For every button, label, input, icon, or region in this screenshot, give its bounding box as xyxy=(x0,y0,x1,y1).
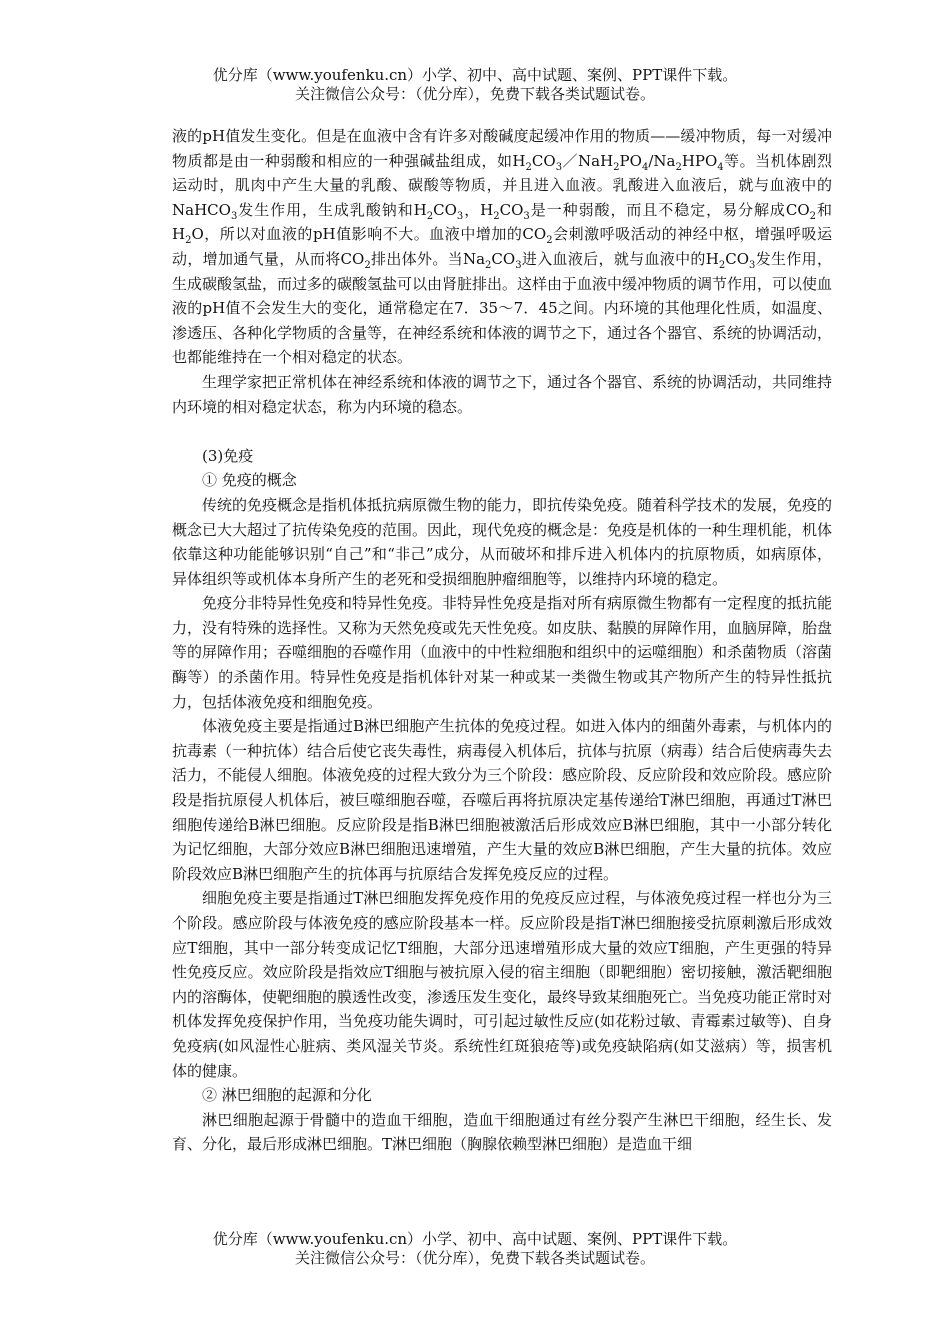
subsection-heading-lymphocytes: ② 淋巴细胞的起源和分化 xyxy=(202,1086,372,1105)
section-heading-immunity: (3)免疫 xyxy=(202,446,254,465)
paragraph-buffer-substances: 液的pH值发生变化。但是在血液中含有许多对酸碱度起缓冲作用的物质——缓冲物质，每一对缓冲物质都是由一种弱酸和相应的一种强碱盐组成，如$H_2CO_3/NaH_2PO_4/Na_2HPO_4$等。当机体剧烈运动时，肌肉中产生大量的乳酸、碳酸等物质，并且进入血液。乳酸进入血液后，就与血液中的NaHCO$_3$发生作用，生成乳酸钠和$H_2CO_3$，$H_2CO_3$是一种弱酸，而且不稳定，易分解成$CO_2$和$H_2O$，所以对血液的pH值影响不大。血液中增加的$CO_2$会刺激呼吸活动的神经中枢，增强呼吸运动，增加通气量，从而将$CO_2$排出体外。当$Na_2CO_3$进入血液后，就与血液中的$H_2CO_3$发生作用，生成碳酸氢盐，而过多的碳酸氢盐可以由肾脏排出。这样由于血液中缓冲物质的调节作用，可以使血液的pH值不会发生大的变化，通常稳定在7．35～7．45之间。内环境的其他理化性质，如温度、渗透压、各种化学物质的含量等，在神经系统和体液的调节之下，通过各个器官、系统的协调活动，也都能维持在一个相对稳定的状态。 xyxy=(172,127,833,367)
footer-line-2: 关注微信公众号：（优分库），免费下载各类试题试卷。 xyxy=(294,1249,655,1267)
document-body xyxy=(172,124,832,1157)
paragraph-cellular-immunity: 细胞免疫主要是指通过T淋巴细胞发挥免疫作用的免疫反应过程，与体液免疫过程一样也分为三个阶段。感应阶段与体液免疫的感应阶段基本一样。反应阶段是指T淋巴细胞接受抗原刺激后形成效应T细胞，其中一部分转变成记忆T细胞，大部分迅速增殖形成大量的效应T细胞，产生更强的特异性免疫反应。效应阶段是指效应T细胞与被抗原入侵的宿主细胞（即靶细胞）密切接触，激活靶细胞内的溶酶体，使靶细胞的膜透性改变，渗透压发生变化，最终导致某细胞死亡。当免疫功能正常时对机体发挥免疫保护作用，当免疫功能失调时，可引起过敏性反应(如花粉过敏、青霉素过敏等)、自身免疫病(如风湿性心脏病、类风湿关节炎。系统性红斑狼疮等)或免疫缺陷病(如艾滋病）等，损害机体的健康。 xyxy=(172,889,833,1080)
paragraph-immunity-types: 免疫分非特异性免疫和特异性免疫。非特异性免疫是指对所有病原微生物都有一定程度的抵抗能力，没有特殊的选择性。又称为天然免疫或先天性免疫。如皮肤、黏膜的屏障作用，血脑屏障，胎盘等的屏障作用；吞噬细胞的吞噬作用（血液中的中性粒细胞和组织中的运噬细胞）和杀菌物质（溶菌酶等）的杀菌作用。特异性免疫是指机体针对某一种或某一类微生物或其产物所产生的特异性抵抗力，包括体液免疫和细胞免疫。 xyxy=(172,594,833,711)
subsection-heading-concept: ① 免疫的概念 xyxy=(202,471,297,490)
paragraph-lymphocyte-origin: 淋巴细胞起源于骨髓中的造血干细胞，造血干细胞通过有丝分裂产生淋巴干细胞，经生长、发育、分化，最后形成淋巴细胞。T淋巴细胞（胸腺依赖型淋巴细胞）是造血干细 xyxy=(172,1110,832,1154)
blank-line xyxy=(172,419,832,444)
paragraph-homeostasis: 生理学家把正常机体在神经系统和体液的调节之下，通过各个器官、系统的协调活动，共同维持内环境的相对稳定状态，称为内环境的稳态。 xyxy=(172,372,833,416)
page-footer xyxy=(0,1230,950,1268)
header-line-2: 关注微信公众号：（优分库），免费下载各类试题试卷。 xyxy=(294,85,655,103)
paragraph-immunity-concept: 传统的免疫概念是指机体抵抗病原微生物的能力，即抗传染免疫。随着科学技术的发展，免疫的概念已大大超过了抗传染免疫的范围。因此，现代免疫的概念是：免疫是机体的一种生理机能，机体依靠这种功能能够识别“自己”和“非己”成分，从而破坏和排斥进入机体内的抗原物质，如病原体，异体组织等或机体本身所产生的老死和受损细胞肿瘤细胞等，以维持内环境的稳定。 xyxy=(172,495,833,588)
paragraph-humoral-immunity: 体液免疫主要是指通过B淋巴细胞产生抗体的免疫过程。如进入体内的细菌外毒素，与机体内的抗毒素（一种抗体）结合后使它丧失毒性，病毒侵入机体后，抗体与抗原（病毒）结合后使病毒失去活力，不能侵人细胞。体液免疫的过程大致分为三个阶段：感应阶段、反应阶段和效应阶段。感应阶段是指抗原侵人机体后，被巨噬细胞吞噬，吞噬后再将抗原决定基传递给T淋巴细胞，再通过T淋巴细胞传递给B淋巴细胞。反应阶段是指B淋巴细胞被激活后形成效应B淋巴细胞，其中一小部分转化为记忆细胞，大部分效应B淋巴细胞迅速增殖，产生大量的效应B淋巴细胞，产生大量的抗体。效应阶段效应B淋巴细胞产生的抗体再与抗原结合发挥免疫反应的过程。 xyxy=(172,717,833,883)
page-header xyxy=(0,66,950,104)
header-line-1: 优分库（www.youfenku.cn）小学、初中、高中试题、案例、PPT课件下载。 xyxy=(212,66,738,84)
footer-line-1: 优分库（www.youfenku.cn）小学、初中、高中试题、案例、PPT课件下载。 xyxy=(212,1230,738,1248)
